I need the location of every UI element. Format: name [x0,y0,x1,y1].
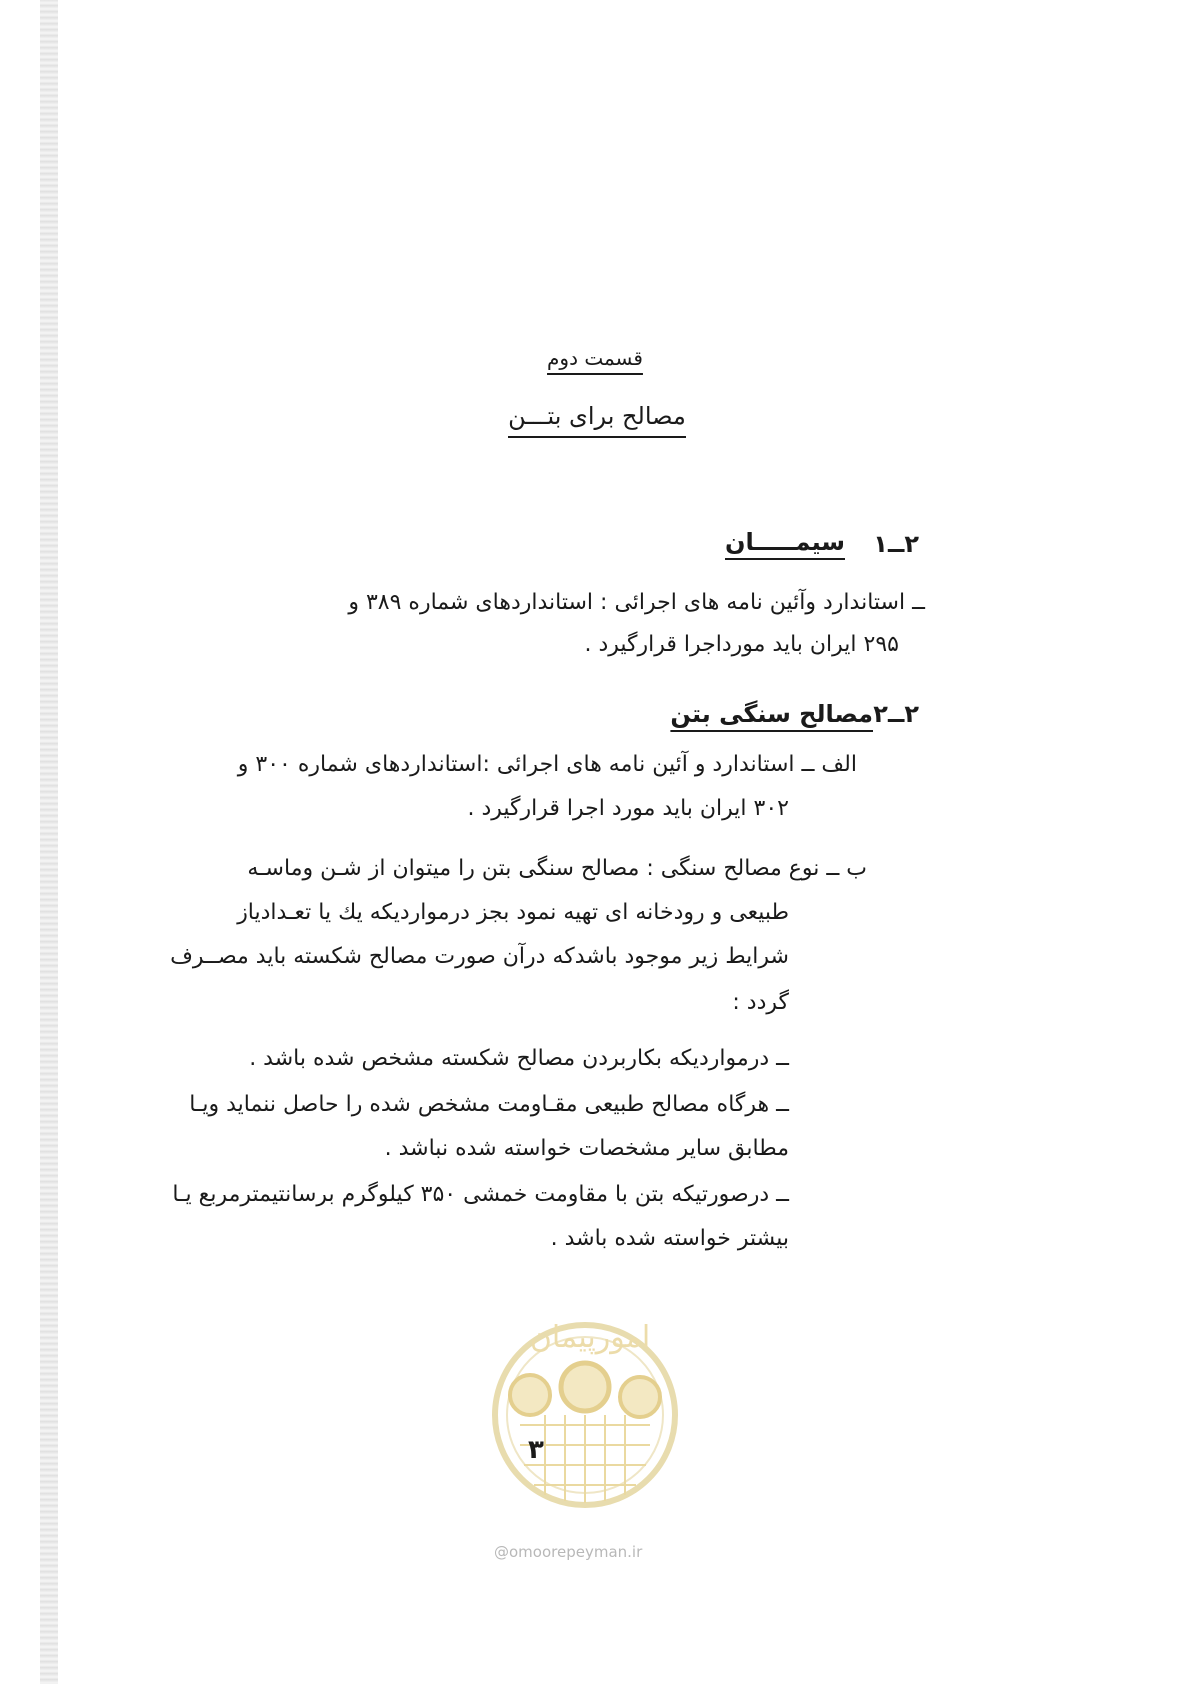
bullet-item: ــ درصورتیکه بتن با مقاومت خمشی ۳۵۰ کیلوگرم برسانتیمترمربع یـا [172,1182,789,1207]
page-title: مصالح برای بتـــن [488,402,706,430]
bullet-item: ــ هرگاه مصالح طبیعی مقـاومت مشخص شده را حاصل ننماید ویـا [189,1092,789,1117]
bullet-item-continuation: بیشتر خواسته شده باشد . [550,1226,789,1251]
paragraph-line: گردد : [732,990,789,1015]
section-heading: سیمـــــان [725,528,845,556]
paragraph-line: ۲۹۵ ایران باید مورداجرا قرارگیرد . [584,632,899,657]
paragraph-line: ب ــ نوع مصالح سنگی : مصالح سنگی بتن را میتوان از شـن وماسـه [247,856,867,881]
section-number: ۲ــ۱ [873,530,919,558]
paragraph-line: طبیعی و رودخانه ای تهیه نمود بجز درمواردیکه یك یا تعـدادیاز [237,900,789,925]
section-number: ۲ــ۲ [873,700,919,728]
paragraph-line: شرایط زیر موجود باشدکه درآن صورت مصالح شکسته باید مصــرف [170,944,789,969]
watermark-logo-text: امورپیمان [529,1320,651,1355]
page-number: ۳ [528,1435,544,1465]
paragraph-line: ۳۰۲ ایران باید مورد اجرا قرارگیرد . [467,796,789,821]
paragraph-line: الف ــ استاندارد و آئین نامه های اجرائی :استانداردهای شماره ۳۰۰ و [237,752,857,777]
section-heading: مصالح سنگی بتن [670,700,873,728]
bullet-item: ــ درمواردیکه بکاربردن مصالح شکسته مشخص شده باشد . [249,1046,789,1071]
bullet-item-continuation: مطابق سایر مشخصات خواسته شده نباشد . [384,1136,789,1161]
watermark-site: @omoorepeyman.ir [494,1543,643,1561]
watermark-logo [490,1305,680,1515]
part-label: قسمت دوم [547,346,643,370]
paragraph-line: ــ استاندارد وآئین نامه های اجرائی : استانداردهای شماره ۳۸۹ و [348,590,925,615]
